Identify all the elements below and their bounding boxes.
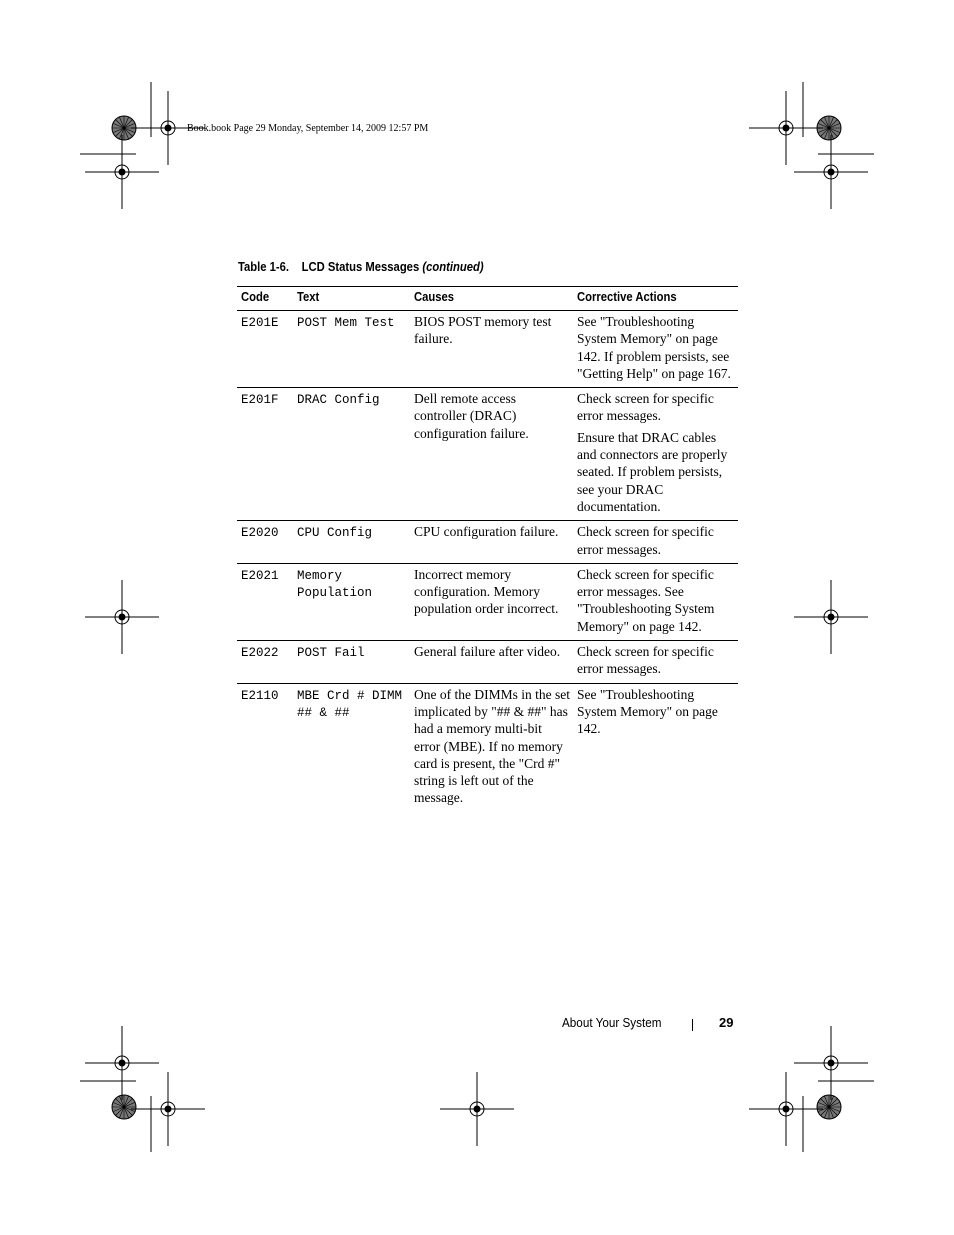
table-row [237, 521, 738, 564]
cell-text: POST Mem Test [293, 311, 410, 388]
cell-causes: Incorrect memory configuration. Memory population order incorrect. [410, 563, 573, 640]
crosshair-mark-bottom-left [131, 1072, 205, 1146]
print-slug: Book.book Page 29 Monday, September 14, 2009 12:57 PM [187, 123, 429, 134]
cell-causes: General failure after video. [410, 641, 573, 684]
crosshair-mark-left-lower [85, 1026, 159, 1100]
table-title: LCD Status Messages [301, 260, 420, 274]
crosshair-mark-left-middle [85, 580, 159, 654]
crosshair-mark-right-middle [794, 580, 868, 654]
footer-separator [692, 1019, 693, 1031]
cell-text: POST Fail [293, 641, 410, 684]
cell-code: E2020 [237, 521, 293, 564]
cell-code: E201F [237, 388, 293, 521]
cell-actions [573, 521, 738, 564]
cell-causes: One of the DIMMs in the set implicated by "## & ##" has had a memory multi-bit error (MBE). If no memory card is present, the "Crd #" string is left out of the message. [414, 686, 570, 806]
cell-code: E2110 [241, 688, 279, 703]
table-row [237, 563, 738, 640]
header-corrective-actions: Corrective Actions [573, 287, 738, 311]
table-header-row [237, 287, 738, 311]
action-paragraph: See "Troubleshooting System Memory" on page 142. If problem persists, see "Getting Help" on page 167. [577, 314, 731, 381]
cell-causes: Dell remote access controller (DRAC) configuration failure. [410, 388, 573, 521]
cell-code: E201E [237, 311, 293, 388]
cell-text: CPU Config [293, 521, 410, 564]
cell-actions [573, 563, 738, 640]
action-paragraph: Check screen for specific error messages. [577, 391, 714, 424]
table-row [237, 641, 738, 684]
action-paragraph: See "Troubleshooting System Memory" on page 142. [577, 686, 718, 737]
cell-code: E2021 [237, 563, 293, 640]
cell-text: MBE Crd # DIMM ## & ## [297, 688, 403, 720]
lcd-status-table [237, 286, 738, 812]
table-continued-label: (continued) [422, 260, 484, 274]
table-row [237, 388, 738, 521]
crosshair-mark-bottom-right [749, 1072, 823, 1146]
crosshair-mark-right-lower [794, 1026, 868, 1100]
cell-actions [573, 388, 738, 521]
table-caption [238, 260, 484, 274]
crosshair-mark-left-upper [85, 135, 159, 209]
action-paragraph: Check screen for specific error messages. [577, 524, 714, 557]
header-code: Code [237, 287, 293, 311]
page-number: 29 [719, 1015, 734, 1030]
cell-actions [573, 641, 738, 684]
crosshair-mark-top-right [749, 91, 823, 165]
cell-text: DRAC Config [293, 388, 410, 521]
table-row [237, 311, 738, 388]
action-paragraph: Ensure that DRAC cables and connectors are properly seated. If problem persists, see your DRAC documentation. [577, 429, 728, 514]
cell-actions [573, 683, 738, 812]
cell-causes: CPU configuration failure. [410, 521, 573, 564]
cell-causes: BIOS POST memory test failure. [410, 311, 573, 388]
starburst-mark-bottom-right [817, 1095, 841, 1119]
cell-actions [573, 311, 738, 388]
starburst-mark-bottom-left [112, 1095, 136, 1119]
cell-text: Memory Population [293, 563, 410, 640]
crosshair-mark-bottom-center [440, 1072, 514, 1146]
header-text: Text [293, 287, 410, 311]
footer-section-title: About Your System [562, 1015, 662, 1030]
crosshair-mark-right-upper [794, 135, 868, 209]
action-paragraph: Check screen for specific error messages. [577, 644, 714, 677]
cell-code: E2022 [237, 641, 293, 684]
table-number: Table 1-6. [238, 260, 290, 274]
action-paragraph: Check screen for specific error messages. See "Troubleshooting System Memory" on page 142. [577, 566, 715, 634]
header-causes: Causes [410, 287, 573, 311]
table-row [237, 683, 738, 812]
